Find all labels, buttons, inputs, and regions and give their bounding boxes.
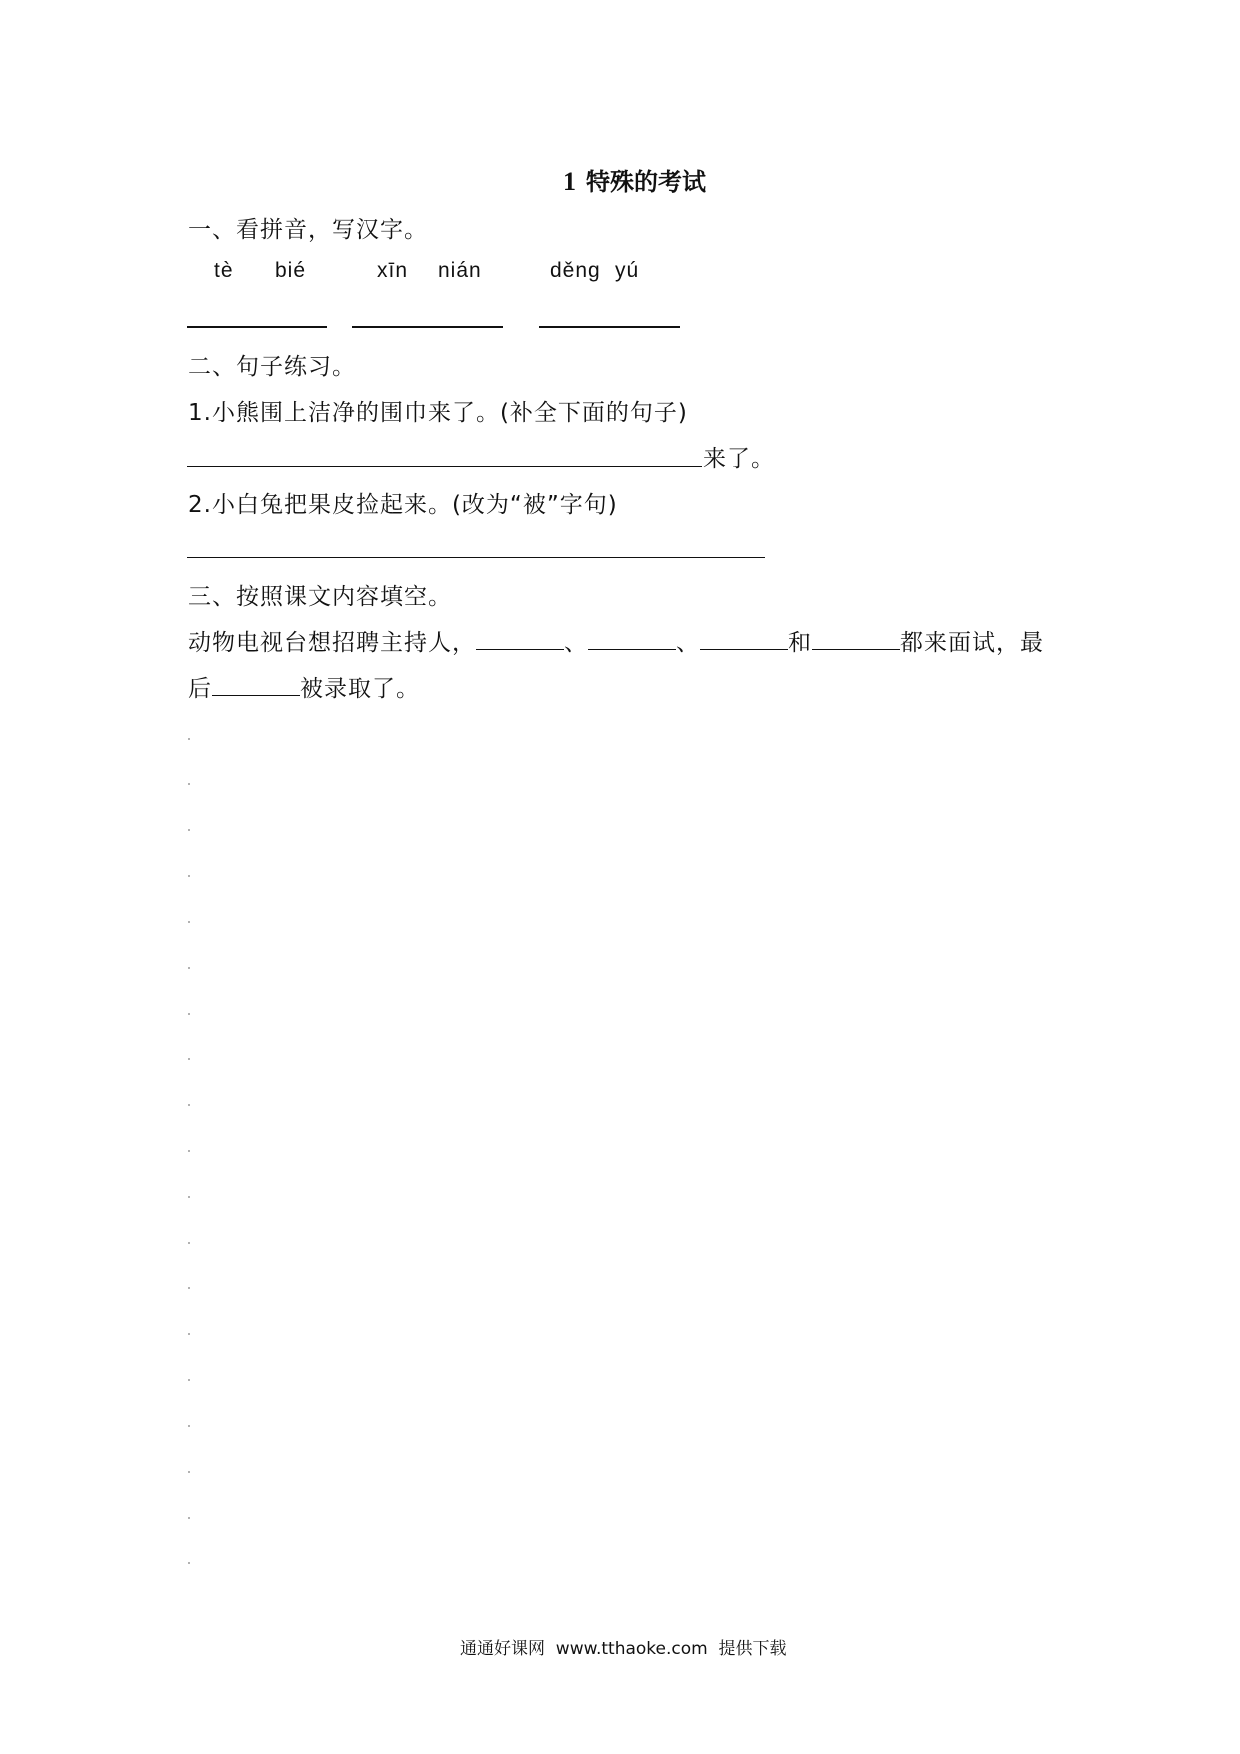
margin-dot xyxy=(188,1013,190,1015)
question-1: 1.小熊围上洁净的围巾来了。(补全下面的句子) xyxy=(188,400,688,426)
question-2-answer-line[interactable] xyxy=(187,557,765,558)
fill-line-2 xyxy=(188,670,420,703)
pinyin-xin: xīn xyxy=(377,259,409,282)
fill-line-2-start: 后 xyxy=(188,676,212,702)
pinyin-te: tè xyxy=(214,259,234,282)
margin-dot xyxy=(188,1562,190,1564)
fill-line-2-end: 被录取了。 xyxy=(300,676,420,702)
margin-dot xyxy=(188,1150,190,1152)
fill-blank-2[interactable] xyxy=(588,625,676,650)
fill-and: 和 xyxy=(788,630,812,656)
question-1-answer-line[interactable] xyxy=(187,466,702,467)
margin-dot xyxy=(188,783,190,785)
margin-dot xyxy=(188,967,190,969)
margin-dot xyxy=(188,1333,190,1335)
fill-blank-3[interactable] xyxy=(700,625,788,650)
margin-dot xyxy=(188,1517,190,1519)
margin-dot xyxy=(188,738,190,740)
margin-dot xyxy=(188,1104,190,1106)
fill-sep-2: 、 xyxy=(676,630,700,656)
fill-blank-5[interactable] xyxy=(212,671,300,696)
margin-dot xyxy=(188,1471,190,1473)
page-title xyxy=(563,162,706,197)
margin-dot xyxy=(188,921,190,923)
answer-blank-3[interactable] xyxy=(539,326,680,328)
fill-blank-4[interactable] xyxy=(812,625,900,650)
margin-dot xyxy=(188,829,190,831)
answer-blank-2[interactable] xyxy=(352,326,503,328)
margin-dot xyxy=(188,1425,190,1427)
question-1-tail: 来了。 xyxy=(703,446,775,472)
margin-dot xyxy=(188,1379,190,1381)
title-text: 特殊的考试 xyxy=(586,168,706,196)
title-number: 1 xyxy=(563,167,576,196)
fill-line-1-end: 都来面试，最 xyxy=(900,630,1044,656)
pinyin-nian: nián xyxy=(438,259,482,282)
margin-dot xyxy=(188,1196,190,1198)
margin-dot xyxy=(188,1058,190,1060)
question-2: 2.小白兔把果皮捡起来。(改为“被”字句) xyxy=(188,492,618,518)
pinyin-yu: yú xyxy=(615,259,640,282)
pinyin-bie: bié xyxy=(275,259,307,282)
section3-heading: 三、按照课文内容填空。 xyxy=(188,584,452,610)
margin-dot xyxy=(188,1287,190,1289)
pinyin-deng: děng xyxy=(550,259,601,282)
section2-heading: 二、句子练习。 xyxy=(188,354,356,380)
margin-dot xyxy=(188,1242,190,1244)
margin-dot xyxy=(188,875,190,877)
section1-heading: 一、看拼音，写汉字。 xyxy=(188,217,428,243)
answer-blank-1[interactable] xyxy=(187,326,327,328)
fill-line-1-start: 动物电视台想招聘主持人， xyxy=(188,630,476,656)
fill-blank-1[interactable] xyxy=(476,625,564,650)
fill-sep-1: 、 xyxy=(564,630,588,656)
footer-credit: 通通好课网 www.tthaoke.com 提供下载 xyxy=(460,1639,787,1659)
fill-line-1 xyxy=(188,624,1044,657)
